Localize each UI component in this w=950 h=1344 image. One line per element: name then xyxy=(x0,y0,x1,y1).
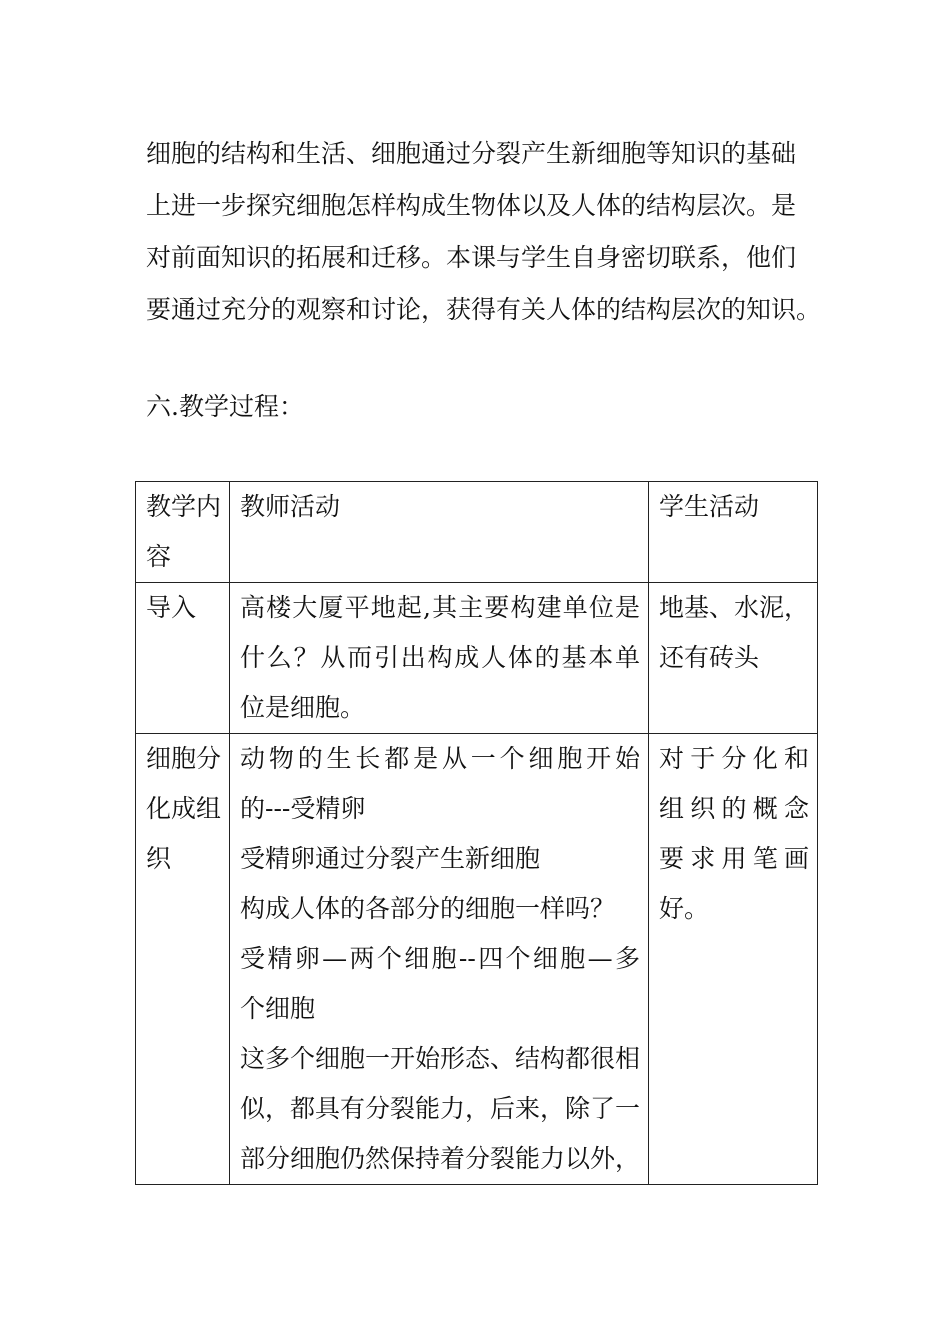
intro-line: 细胞的结构和生活、细胞通过分裂产生新细胞等知识的基础 xyxy=(146,139,797,168)
content-text: 化成组 xyxy=(146,794,222,823)
student-text: 还有砖头 xyxy=(659,643,760,672)
intro-line: 要通过充分的观察和讨论，获得有关人体的结构层次的知识。 xyxy=(146,295,822,324)
intro-line: 对前面知识的拓展和迁移。本课与学生自身密切联系，他们 xyxy=(146,243,797,272)
intro-line: 上进一步探究细胞怎样构成生物体以及人体的结构层次。是 xyxy=(146,191,797,220)
header-content-text: 容 xyxy=(146,542,172,571)
content-text: 织 xyxy=(146,844,172,873)
teacher-text: 构成人体的各部分的细胞一样吗？ xyxy=(240,894,616,923)
student-text: 组织的概念 xyxy=(659,794,810,823)
teaching-process-table xyxy=(135,481,818,1185)
teacher-text: 高楼大厦平地起,其主要构建单位是 xyxy=(240,593,641,622)
intro-paragraph xyxy=(146,128,826,336)
header-teacher-cell xyxy=(230,482,649,583)
student-text: 好。 xyxy=(659,894,710,923)
teacher-cell xyxy=(230,734,649,1185)
teacher-text: 这多个细胞一开始形态、结构都很相 xyxy=(240,1044,641,1073)
teacher-text: 受精卵通过分裂产生新细胞 xyxy=(240,844,541,873)
teacher-text: 动物的生长都是从一个细胞开始 xyxy=(240,744,641,773)
student-cell xyxy=(649,734,818,1185)
header-teacher-text: 教师活动 xyxy=(240,492,341,521)
teacher-text: 位是细胞。 xyxy=(240,693,366,722)
teacher-text: 个细胞 xyxy=(240,994,316,1023)
teacher-text: 部分细胞仍然保持着分裂能力以外， xyxy=(240,1144,641,1173)
teacher-text: 的---受精卵 xyxy=(240,794,366,823)
teacher-text: 受精卵—两个细胞--四个细胞—多 xyxy=(240,944,641,973)
content-text: 细胞分 xyxy=(146,744,222,773)
table-row xyxy=(136,583,818,734)
table-row xyxy=(136,734,818,1185)
teacher-text: 什么？从而引出构成人体的基本单 xyxy=(240,643,641,672)
student-text: 要求用笔画 xyxy=(659,844,810,873)
teacher-cell xyxy=(230,583,649,734)
student-cell xyxy=(649,583,818,734)
teacher-text: 似，都具有分裂能力，后来，除了一 xyxy=(240,1094,641,1123)
table-header-row xyxy=(136,482,818,583)
header-content-cell xyxy=(136,482,230,583)
content-cell xyxy=(136,734,230,1185)
header-student-text: 学生活动 xyxy=(659,492,760,521)
header-student-cell xyxy=(649,482,818,583)
content-cell xyxy=(136,583,230,734)
header-content-text: 教学内 xyxy=(146,492,222,521)
student-text: 地基、水泥， xyxy=(659,593,810,622)
content-text: 导入 xyxy=(146,593,197,622)
student-text: 对于分化和 xyxy=(659,744,810,773)
section-title: 六.教学过程： xyxy=(146,392,304,421)
